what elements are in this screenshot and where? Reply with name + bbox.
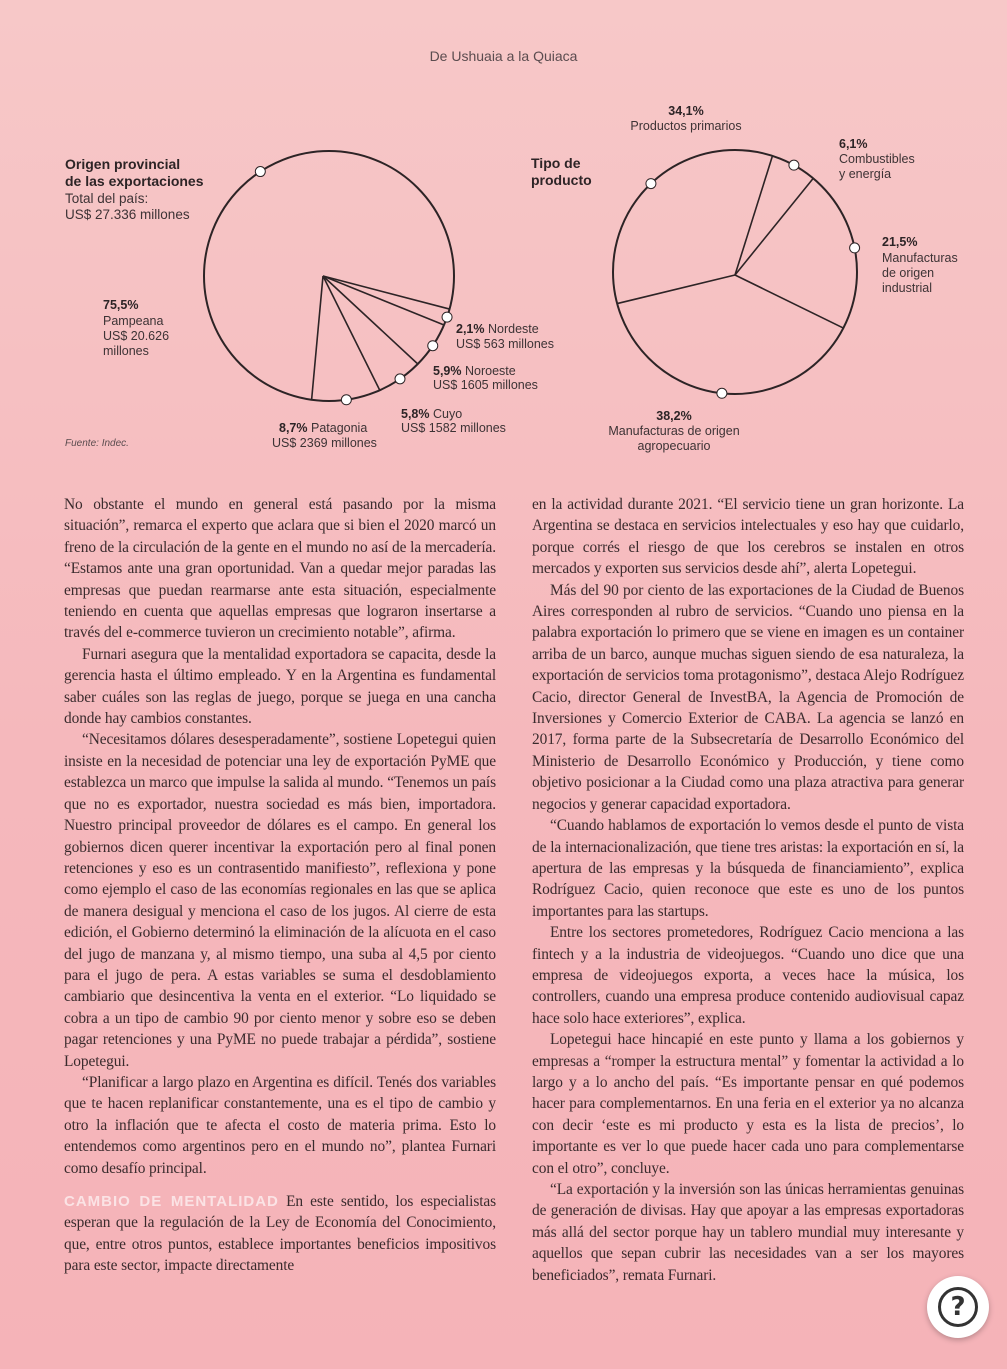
slice-name-label: Combustibles	[839, 152, 915, 166]
slice-marker	[717, 388, 727, 398]
slice-name-label: y energía	[839, 167, 892, 181]
slice-percent-label: 21,5%	[882, 235, 918, 249]
slice-marker	[442, 312, 452, 322]
slice-boundary	[323, 276, 380, 390]
slice-name-label: Patagonia	[310, 421, 368, 435]
slice-marker	[428, 341, 438, 351]
slice-name-label: Noroeste	[464, 364, 516, 378]
chart-origen	[65, 151, 554, 450]
slice-name-label: Cuyo	[432, 407, 463, 421]
slice-name-label: Manufacturas de origen	[608, 424, 740, 438]
slice-label-noroeste	[433, 364, 516, 378]
slice-label-patagonia	[279, 421, 367, 435]
slice-percent-label: 5,9%	[433, 364, 462, 378]
running-head: De Ushuaia a la Quiaca	[429, 48, 578, 64]
slice-percent-label: 34,1%	[668, 104, 704, 118]
slice-percent-label: 8,7%	[279, 421, 308, 435]
article-paragraph: en la actividad durante 2021. “El servicio tiene un gran horizonte. La Argentina se destaca en servicios intelectuales y eso hay que cuidarlo, porque corrés el riesgo de que los cerebros se instalen en otros mercados y exporten sus servicios desde ahí”, alerta Lopetegui.	[532, 496, 964, 578]
slice-percent-label: 75,5%	[103, 298, 139, 312]
slice-marker	[341, 395, 351, 405]
slice-detail-label: millones	[103, 344, 149, 358]
chart-subtitle-line: US$ 27.336 millones	[65, 207, 190, 222]
chart-title-line: de las exportaciones	[65, 173, 204, 189]
slice-marker	[850, 243, 860, 253]
slice-boundary	[735, 275, 843, 328]
chart-title-line: producto	[531, 172, 592, 188]
slice-detail-label: US$ 563 millones	[456, 337, 554, 351]
slice-percent-label: 6,1%	[839, 137, 868, 151]
slice-boundary	[323, 276, 444, 325]
slice-boundary	[735, 156, 772, 275]
question-mark-icon: ?	[938, 1287, 978, 1327]
chart-title-line: Origen provincial	[65, 156, 181, 172]
article-column-right	[532, 494, 964, 1286]
chart-tipo	[531, 104, 958, 453]
slice-marker	[255, 167, 265, 177]
kicker-paragraph	[64, 1191, 496, 1277]
pie-charts	[0, 0, 1007, 470]
slice-boundary	[312, 276, 323, 400]
slice-marker	[395, 374, 405, 384]
slice-marker	[646, 179, 656, 189]
article-column-left	[64, 494, 496, 1277]
article-paragraph: “Planificar a largo plazo en Argentina es difícil. Tenés dos variables que te hacen replanificar constantemente, una es el tipo de cambio y otro la inflación que te afecta el costo de materia prima. Esto lo entendemos como argentinos pero en el mundo no”, plantea Furnari como desafío principal.	[64, 1073, 496, 1177]
article-paragraph: Lopetegui hace hincapié en este punto y llama a los gobiernos y empresas a “romper la estructura mental” y fomentar la actividad a lo largo y a lo ancho del país. “Es importante pensar en qué podemos hacer para complementarnos. En una feria en el exterior ya no alcanza con decir ‘este es mi producto y esta es la lista de precios’, lo importante es ver lo que puede hacer cada uno para complementarse con el otro”, concluye.	[532, 1031, 964, 1177]
slice-detail-label: US$ 1582 millones	[401, 421, 506, 435]
section-kicker: CAMBIO DE MENTALIDAD	[64, 1193, 279, 1210]
slice-name-label: Nordeste	[487, 322, 539, 336]
slice-name-label: Productos primarios	[630, 119, 742, 133]
source-note: Fuente: Indec.	[65, 438, 129, 449]
slice-name-label: Pampeana	[103, 314, 164, 328]
article-paragraph: “La exportación y la inversión son las únicas herramientas genuinas de generación de divisas. Hay que apoyar a las empresas exportadoras más allá del sector porque hay un tablero mundial muy interesante y aquellos que sepan cubrir las necesidades van a ser los mayores beneficiados”, remata Furnari.	[532, 1181, 964, 1284]
article-paragraph: Furnari asegura que la mentalidad exportadora se capacita, desde la gerencia hasta el último empleado. Y en la Argentina es fundamental saber cuáles son las reglas de juego, porque se juega en una cancha donde hay cambios constantes.	[64, 645, 496, 728]
slice-percent-label: 2,1%	[456, 322, 485, 336]
slice-name-label: de origen	[882, 266, 935, 280]
article-paragraph: No obstante el mundo en general está pasando por la misma situación”, remarca el experto que aclara que si bien el 2020 marcó un freno de la circulación de la gente en el mundo no así de la mercadería. “Estamos ante una gran oportunidad. Van a quedar mejor paradas las empresas que puedan rearmarse ante esta situación, especialmente teniendo en cuenta que aquellas empresas que lograron insertarse a través del e-commerce tuvieron un crecimiento notable”, afirma.	[64, 496, 496, 642]
article-paragraph: Más del 90 por ciento de las exportaciones de la Ciudad de Buenos Aires corresponden al rubro de servicios. “Cuando uno piensa en la palabra exportación lo primero que se viene en imagen es un container arriba de un barco, aunque muchas siguen siendo de esa naturaleza, la exportación de servicios toma protagonismo”, destaca Alejo Rodríguez Cacio, director General de InvestBA, la Agencia de Promoción de Inversiones y Comercio Exterior de CABA. La agencia se lanzó en 2017, forma parte de la Subsecretaría de Desarrollo Económico del Ministerio de Desarrollo Económico y Producción, y tiene como objetivo posicionar a la Ciudad como una plaza atractiva para generar negocios y generar capacidad exportadora.	[532, 581, 964, 813]
slice-boundary	[735, 178, 813, 275]
article-paragraph: Entre los sectores prometedores, Rodríguez Cacio menciona a las fintech y a la industria de videojuegos. “Cuando uno dice que una empresa de videojuegos exporta, a veces hace la música, los controllers, cuando una empresa produce contenido audiovisual capaz hace solo hace exteriores”, explica.	[532, 924, 964, 1027]
slice-label-nordeste	[456, 322, 539, 336]
slice-label-cuyo	[401, 407, 462, 421]
article-paragraph: En este sentido, los especialistas esperan que la regulación de la Ley de Economía del Conocimiento, que, entre otros puntos, establece importantes beneficios impositivos para este sector, impacte directamente	[64, 1193, 497, 1275]
chart-title-line: Tipo de	[531, 155, 581, 171]
slice-boundary	[617, 275, 735, 304]
slice-name-label: Manufacturas	[882, 251, 958, 265]
article-paragraph: “Cuando hablamos de exportación lo vemos desde el punto de vista de la internacionalización, que tiene tres aristas: la exportación en sí, la apertura de las empresas y la búsqueda de financiamiento”, explica Rodríguez Cacio, quien reconoce que este es uno de los puntos importantes para las startups.	[532, 817, 964, 920]
slice-detail-label: US$ 1605 millones	[433, 378, 538, 392]
slice-detail-label: US$ 20.626	[103, 329, 170, 343]
slice-name-label: agropecuario	[637, 439, 711, 453]
help-button[interactable]	[927, 1276, 989, 1338]
slice-percent-label: 38,2%	[656, 409, 692, 423]
slice-name-label: industrial	[882, 281, 933, 295]
chart-subtitle-line: Total del país:	[65, 191, 149, 206]
slice-marker	[789, 160, 799, 170]
slice-percent-label: 5,8%	[401, 407, 430, 421]
article-paragraph: “Necesitamos dólares desesperadamente”, sostiene Lopetegui quien insiste en la necesidad de potenciar una ley de exportación PyME que establezca un marco que impulse la salida al mundo. “Tenemos un país que no es exportador, nuestra sociedad es más bien, importadora. Nuestro principal proveedor de dólares es el campo. En general los gobiernos dicen querer incentivar la exportación pero al final ponen retenciones y eso es un contrasentido manifiesto”, reflexiona y pone como ejemplo el caso de las economías regionales en las que se aplica de manera desigual y menciona el caso de los jugos. Al cierre de esta edición, el Gobierno determinó la eliminación de la alícuota en el caso del jugo de manzana y, al mismo tiempo, una suba al 4,5 por ciento para el jugo de pera. A estas variables se suma el desdoblamiento cambiario que desincentiva la venta en el exterior. “Lo liquidado se cobra a un tipo de cambio 90 por ciento menor y sobre eso se deben pagar retenciones y una PyME no puede trabajar a pérdida”, sostiene Lopetegui.	[64, 731, 496, 1070]
slice-detail-label: US$ 2369 millones	[272, 436, 377, 450]
